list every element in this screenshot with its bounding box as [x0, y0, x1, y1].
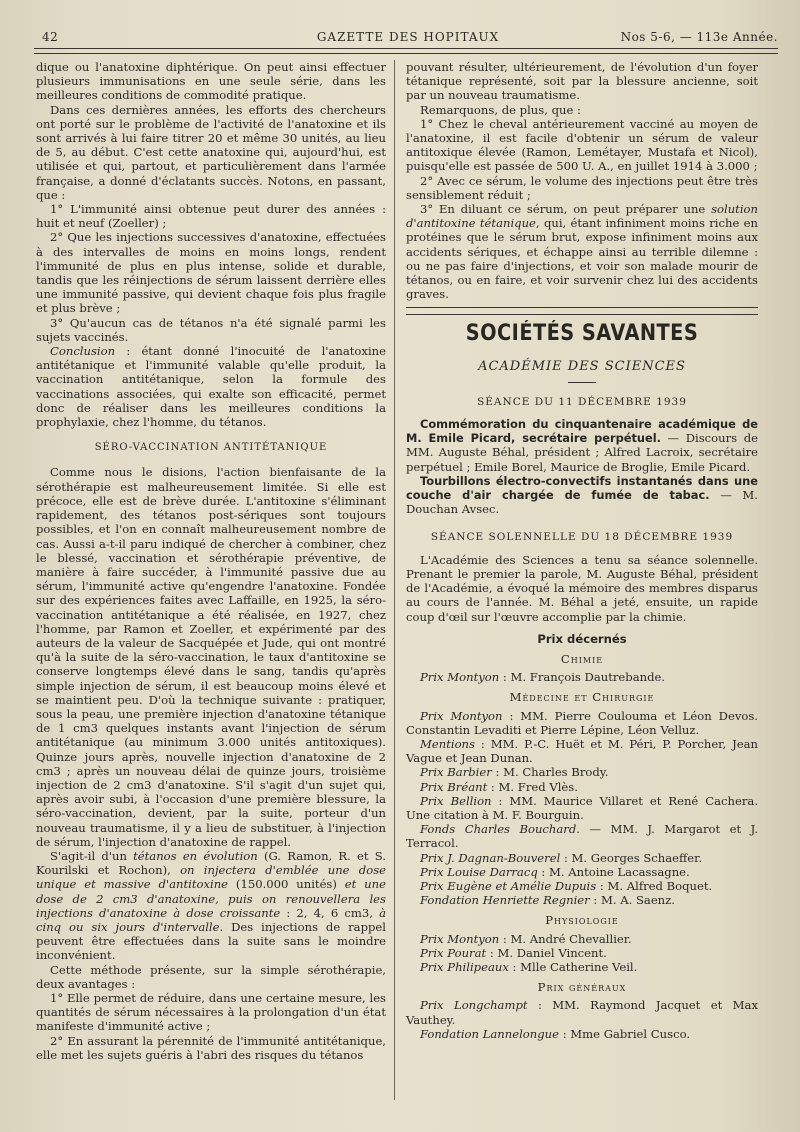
text-run: . Des injections de rappel peuvent être effectuées dans la suite sans le moindre inconvénient. [36, 919, 386, 963]
prize-name: Prix Bréant [420, 779, 488, 794]
prize-name: Fonds Charles Bouchard [420, 822, 577, 837]
prize-winner: : MM. Pierre Coulouma et Léon Devos. Constantin Levaditi et Pierre Lépine, Léon Velluz. [406, 708, 758, 737]
italic-run: à cinq ou six jours d'intervalle [36, 905, 386, 934]
prize-winner: : M. Fred Vlès. [487, 779, 578, 794]
prize-item [406, 822, 758, 850]
paragraph: Dans ces dernières années, les efforts des chercheurs ont porté sur le problème de l'activité de l'anatoxine et ils sont arrivés à lui faire titrer 20 et même 30 unités, au lieu de 5, au début. C'est cette anatoxine qui, aujourd'hui, est utilisée et qui, partout, et particulièrement dans l'armée française, a donné d'éclatants succès. Notons, en passant, que : [36, 102, 386, 202]
journal-title: GAZETTE DES HOPITAUX [316, 30, 500, 44]
paragraph: 1° Elle permet de réduire, dans une certaine mesure, les quantités de sérum nécessaires à la prolongation d'un état manifeste d'immunité active ; [36, 991, 386, 1034]
prize-list [406, 932, 758, 975]
category-heading: Médecine et Chirurgie [509, 690, 655, 705]
prize-name: Fondation Henriette Regnier [420, 893, 590, 908]
paragraph: 2° Avec ce sérum, le volume des injections peut être très sensiblement réduit ; [406, 173, 758, 202]
conclusion-label: Conclusion [50, 344, 116, 359]
prize-winner: : MM. Raymond Jacquet et Max Vauthey. [406, 998, 758, 1027]
paragraph: 3° Qu'aucun cas de tétanos n'a été signalé parmi les sujets vaccinés. [36, 315, 386, 344]
prize-list [406, 998, 758, 1041]
category-heading: Physiologie [545, 913, 619, 928]
prize-name: Prix Louise Darracq [420, 864, 538, 879]
prize-name: Prix Montyon [420, 670, 500, 685]
prize-item [406, 960, 758, 974]
prize-item [406, 670, 758, 684]
prize-name: Prix Eugène et Amélie Dupuis [420, 878, 597, 893]
running-header [38, 28, 778, 50]
prize-item [406, 893, 758, 907]
text-run: 3° En diluant ce sérum, on peut préparer une [420, 202, 712, 217]
text-run: , qui, étant infiniment moins riche en protéines que le sérum brut, expose infiniment moins aux accidents sériques, et échappe ainsi au terrible dilemne : ou ne pas faire d'injections, et voir son malade mourir de tétanos, ou en faire, et voir survenir chez lui des accidents graves. [406, 216, 758, 302]
paragraph: 1° Chez le cheval antérieurement vacciné au moyen de l'anatoxine, il est facile d'obtenir un sérum de valeur antitoxique élevée (Ramon, Lemétayer, Mustafa et Nicol), puisqu'elle est passée de 500 U. A., en juillet 1914 à 3.000 ; [406, 116, 758, 174]
prize-item [406, 851, 758, 865]
prize-winner: : M. Alfred Boquet. [596, 878, 713, 893]
italic-run: et une dose de 2 cm3 d'anatoxine, puis on renouvellera les injections d'anatoxine à dose croissante [36, 877, 386, 920]
prize-name: Prix Philipeaux [420, 959, 509, 974]
bold-run: Commémoration du cinquantenaire académique de M. Emile Picard, secrétaire perpétuel. [406, 417, 758, 446]
header-rule [34, 48, 778, 54]
prize-winner: : M. Antoine Lacassagne. [537, 864, 690, 879]
prize-name: Mentions [420, 736, 475, 751]
category-heading: Chimie [560, 651, 604, 666]
prize-winner: : M. A. Saenz. [589, 893, 675, 908]
paragraph: 1° L'immunité ainsi obtenue peut durer des années : huit et neuf (Zoeller) ; [36, 202, 386, 231]
text-run: (150.000 unités) [228, 877, 345, 892]
paragraph: Comme nous le disions, l'action bienfaisante de la sérothérapie est malheureusement limitée. Si elle est précoce, elle est de brève durée. L'antitoxine s'éliminant rapidement, des tétanos post-sériques sont toujours possibles, et l'on en connaît malheureusement nombre de cas. Aussi a-t-il paru indiqué de chercher à combiner, chez le blessé, vaccination et sérothérapie préventive, de manière à faire succéder, à l'immunité passive due au sérum, l'immunité active qu'engendre l'anatoxine. Fondée sur des expériences faites avec Laffaille, en 1925, la séro-vaccination antitétanique a été réalisée, en 1927, chez l'homme, par Ramon et Zoeller, et expérimenté par des auteurs de la valeur de Sacquépée et Jude, qui ont montré qu'à la suite de la séro-vaccination, le taux d'antitoxine se conserve longtemps élevé dans le sang, tandis qu'après simple injection de sérum, il est beaucoup moins élevé et se maintient peu. D'où la technique suivante : pratiquer, sous la peau, une première injection d'anatoxine tétanique de 1 cm3 quelques instants avant l'injection de sérum antitétanique (au minimum 3.000 unités antitoxiques). Quinze jours après, nouvelle injection d'anatoxine de 2 cm3 ; après un nouveau délai de quinze jours, troisième injection de 2 cm3 d'anatoxine. S'il s'agit d'un sujet qui, après avoir subi, à l'occasion d'une première blessure, la séro-vaccination, devient, par la suite, porteur d'un nouveau traumatisme, il y a lieu de substituer, à l'injection de sérum, l'injection d'anatoxine de rappel. [36, 465, 386, 849]
prize-winner: : M. André Chevallier. [499, 931, 632, 946]
section-heading: SÉRO-VACCINATION ANTITÉTANIQUE [94, 442, 328, 454]
italic-run: solution d'antitoxine tétanique [406, 202, 758, 231]
left-column [36, 60, 386, 1062]
right-column [406, 60, 758, 1041]
prize-item [406, 780, 758, 794]
conclusion-text: : étant donné l'inocuité de l'anatoxine antitétanique et l'immunité valable qu'elle produit, la vaccination antitétanique, selon la formule des vaccinations associées, qui exalte son efficacité, permet donc de réaliser dans les meilleures conditions la prophylaxie, chez l'homme, du tétanos. [36, 344, 386, 430]
text-run: S'agit-il d'un [50, 848, 134, 863]
prize-item [406, 709, 758, 737]
prize-item [406, 998, 758, 1026]
prize-item [406, 932, 758, 946]
prize-name: Prix Longchampt [420, 998, 528, 1013]
paragraph: L'Académie des Sciences a tenu sa séance solennelle. Prenant le premier la parole, M. Auguste Béhal, président de l'Académie, a évoqué la mémoire des membres disparus au cours de l'année. M. Béhal a jeté, ensuite, un rapide coup d'œil sur l'œuvre accomplie par la chimie. [406, 552, 758, 624]
session-heading: SÉANCE DU 11 DÉCEMBRE 1939 [477, 395, 687, 408]
page-number: 42 [42, 30, 59, 44]
section-banner-title: SOCIÉTÉS SAVANTES [465, 321, 699, 347]
prize-item [406, 765, 758, 779]
session-heading: SÉANCE SOLENNELLE DU 18 DÉCEMBRE 1939 [430, 531, 734, 544]
text-run: : 2, 4, 6 cm3, [280, 905, 380, 920]
italic-run: tétanos en évolution [133, 848, 258, 863]
paragraph: Remarquons, de plus, que : [420, 102, 581, 117]
paragraph: 2° Que les injections successives d'anatoxine, effectuées à des intervalles de moins en moins longs, rendent l'immunité de plus en plus intense, solide et durable, tandis que les réinjections de sérum laissent derrière elles une immunité passive, qui devient chaque fois plus fragile et plus brève ; [36, 230, 386, 316]
paragraph: dique ou l'anatoxine diphtérique. On peut ainsi effectuer plusieurs immunisations en une seule série, dans les meilleures conditions de commodité pratique. [36, 60, 386, 103]
prize-name: Prix Montyon [420, 931, 500, 946]
prize-winner: : M. Daniel Vincent. [486, 945, 607, 960]
paragraph [406, 202, 758, 301]
italic-run: on injectera d'emblée une dose unique et massive d'antitoxine [36, 863, 386, 892]
prize-name: Prix Pourat [420, 945, 487, 960]
prize-item [406, 1027, 758, 1041]
academy-heading: ACADÉMIE DES SCIENCES [478, 358, 686, 374]
paragraph: pouvant résulter, ultérieurement, de l'évolution d'un foyer tétanique représenté, soit par la blessure ancienne, soit par un nouveau traumatisme. [406, 60, 758, 103]
prize-item [406, 946, 758, 960]
prize-name: Prix Bellion [420, 793, 492, 808]
banner-rule [406, 307, 758, 315]
issue-number: Nos 5-6, — 113e Année. [620, 30, 778, 44]
prize-winner: : M. François Dautrebande. [499, 670, 666, 685]
prize-winner: : MM. P.-C. Huët et M. Péri, P. Porcher, Jean Vague et Jean Dunan. [406, 736, 758, 766]
text-run: — Discours de MM. Auguste Béhal, président ; Alfred Lacroix, secrétaire perpétuel ; Emile Borel, Maurice de Broglie, Emile Picard. [406, 431, 758, 474]
prize-name: Prix J. Dagnan-Bouverel [420, 850, 561, 865]
paragraph [36, 344, 386, 429]
prize-item [406, 879, 758, 893]
prize-name: Prix Montyon [420, 708, 503, 723]
paragraph [406, 417, 758, 474]
paragraph [406, 474, 758, 517]
short-rule [568, 382, 596, 383]
paragraph: 2° En assurant la pérennité de l'immunité antitétanique, elle met les sujets guéris à l'abri des risques du tétanos [36, 1033, 386, 1062]
paragraph: Cette méthode présente, sur la simple sérothérapie, deux avantages : [36, 962, 386, 991]
prize-list [406, 670, 758, 684]
bold-run: Tourbillons électro-convectifs instantanés dans une couche d'air chargée de fumée de tabac. [406, 473, 758, 503]
prize-winner: : M. Georges Schaeffer. [560, 850, 703, 865]
prize-winner: : MM. Maurice Villaret et René Cachera. Une citation à M. F. Bourguin. [406, 793, 759, 822]
category-heading: Prix généraux [537, 980, 627, 995]
prize-name: Prix Barbier [420, 765, 492, 780]
column-divider [394, 60, 395, 1100]
prize-item [406, 794, 758, 822]
prize-item [406, 865, 758, 879]
prize-list [406, 709, 758, 908]
text-run: — M. Douchan Avsec. [406, 488, 758, 517]
prizes-heading: Prix décernés [537, 631, 627, 646]
prize-winner: : Mlle Catherine Veil. [508, 959, 638, 974]
paragraph [36, 849, 386, 963]
prize-winner: : M. Charles Brody. [491, 765, 609, 780]
prize-winner: : Mme Gabriel Cusco. [559, 1026, 691, 1041]
prize-winner: . — MM. J. Margarot et J. Terracol. [406, 822, 759, 851]
prize-item [406, 737, 758, 765]
text-run: (G. Ramon, R. et S. Kourilski et Rochon), [36, 848, 386, 878]
prize-name: Fondation Lannelongue [420, 1026, 560, 1041]
